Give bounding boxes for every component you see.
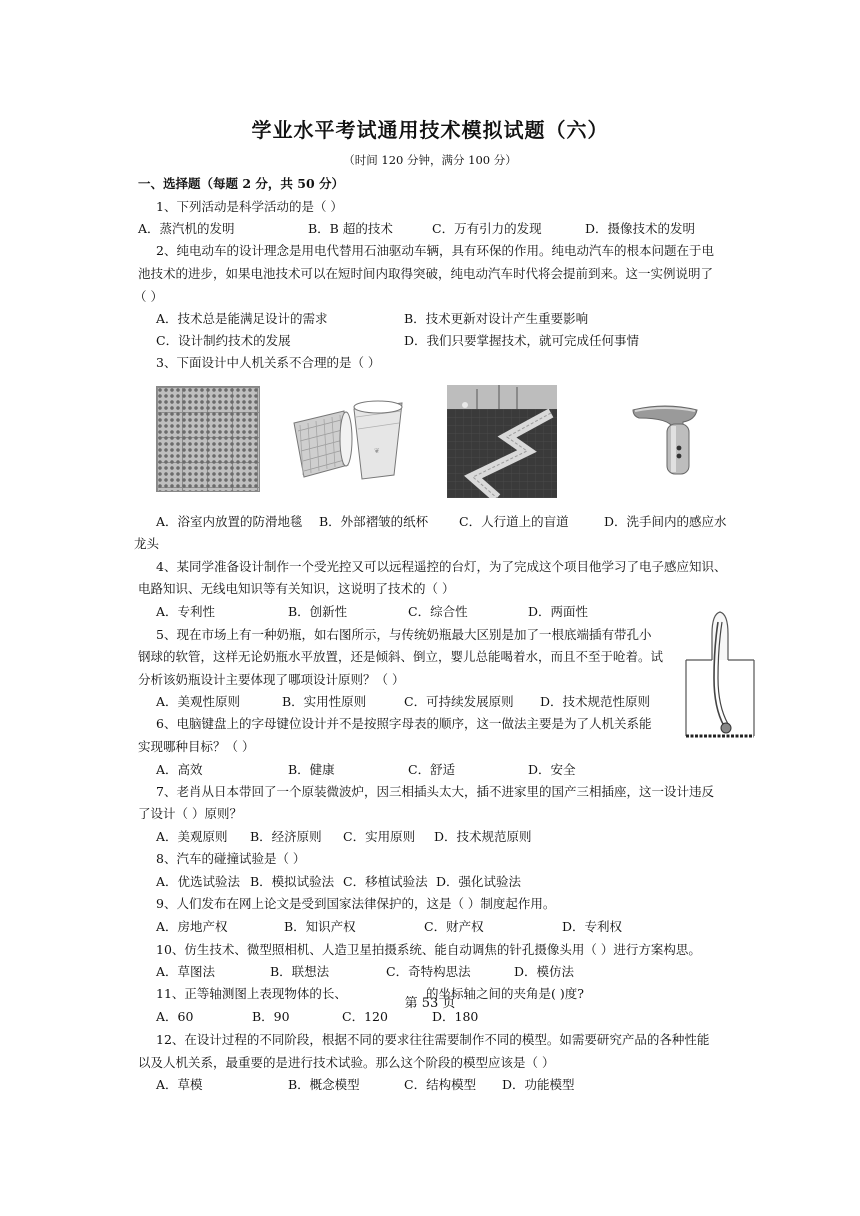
q4-option-d: D．两面性: [528, 604, 589, 619]
svg-text:❦: ❦: [374, 448, 380, 455]
q5-option-c: C．可持续发展原则: [404, 694, 514, 709]
q7-option-a: A．美观原则: [156, 829, 228, 844]
question-11-stem-start: 11、正等轴测图上表现物体的长、: [156, 986, 347, 1001]
question-4-line-1: 4、某同学准备设计制作一个受光控又可以远程遥控的台灯，为了完成这个项目他学习了电子感应知识、: [156, 559, 727, 574]
q12-option-b: B．概念模型: [288, 1077, 360, 1092]
q1-option-a: A．蒸汽机的发明: [138, 221, 235, 236]
question-12-line-2: 以及人机关系，最重要的是进行技术试验。那么这个阶段的模型应该是（ ）: [138, 1055, 555, 1070]
paper-cup-right: [354, 401, 402, 479]
page-subtitle: （时间 120 分钟，满分 100 分）: [343, 153, 517, 167]
question-5-line-1: 5、现在市场上有一种奶瓶，如右图所示，与传统奶瓶最大区别是加了一根底端插有带孔小: [156, 627, 652, 642]
q2-option-c: C．设计制约技术的发展: [156, 333, 291, 348]
question-7-line-2: 了设计（ ）原则？: [138, 806, 242, 821]
paper-cup-left: [294, 411, 352, 477]
q8-option-b: B．模拟试验法: [250, 874, 335, 889]
question-4-line-2: 电路知识、无线电知识等有关知识，这说明了技术的（ ）: [138, 581, 455, 596]
q12-option-d: D．功能模型: [502, 1077, 575, 1092]
q10-option-c: C．奇特构思法: [386, 964, 471, 979]
tactile-paving-image: [447, 385, 557, 498]
page-title: 学业水平考试通用技术模拟试题（六）: [251, 118, 609, 142]
q3-option-c: C．人行道上的盲道: [459, 514, 569, 529]
q6-option-c: C．舒适: [408, 762, 456, 777]
q9-option-d: D．专利权: [562, 919, 623, 934]
q11-option-a: A．60: [156, 1009, 194, 1024]
q3-option-b: B．外部褶皱的纸杯: [319, 514, 429, 529]
question-11-stem-end: 的坐标轴之间的夹角是( )度?: [426, 986, 584, 1001]
page-number: 第 53 页: [404, 996, 456, 1011]
q4-option-c: C．综合性: [408, 604, 468, 619]
q11-option-c: C．120: [342, 1009, 388, 1024]
question-6-line-1: 6、电脑键盘上的字母键位设计并不是按照字母表的顺序，这一做法主要是为了人机关系能: [156, 716, 652, 731]
question-5-line-3: 分析该奶瓶设计主要体现了哪项设计原则？（ ）: [138, 672, 405, 687]
q1-option-c: C．万有引力的发现: [432, 221, 542, 236]
q5-option-b: B．实用性原则: [282, 694, 367, 709]
q9-option-c: C．财产权: [424, 919, 484, 934]
question-9-stem: 9、人们发布在网上论文是受到国家法律保护的，这是（ ）制度起作用。: [156, 896, 556, 911]
q3-option-d-wrap: 龙头: [134, 536, 160, 551]
q1-option-b: B．B 超的技术: [308, 221, 393, 236]
q2-option-a: A．技术总是能满足设计的需求: [156, 311, 328, 326]
question-8-stem: 8、汽车的碰撞试验是（ ）: [156, 851, 306, 866]
q12-option-c: C．结构模型: [404, 1077, 477, 1092]
question-10-stem: 10、仿生技术、微型照相机、人造卫星拍摄系统、能自动调焦的针孔摄像头用（ ）进行方案构思。: [156, 942, 701, 957]
q6-option-d: D．安全: [528, 762, 576, 777]
q10-option-d: D．模仿法: [514, 964, 575, 979]
question-7-line-1: 7、老肖从日本带回了一个原装微波炉，因三相插头太大，插不进家里的国产三相插座，这一设计违反: [156, 784, 714, 799]
question-2-line-3: （ ）: [134, 289, 163, 304]
q3-option-d: D．洗手间内的感应水: [604, 514, 727, 529]
q9-option-a: A．房地产权: [156, 919, 228, 934]
q6-option-b: B．健康: [288, 762, 335, 777]
q10-option-b: B．联想法: [270, 964, 330, 979]
q2-option-b: B．技术更新对设计产生重要影响: [404, 311, 589, 326]
q8-option-c: C．移植试验法: [343, 874, 428, 889]
question-6-line-2: 实现哪种目标？（ ）: [138, 739, 255, 754]
q8-option-d: D．强化试验法: [436, 874, 522, 889]
q6-option-a: A．高效: [156, 762, 203, 777]
q1-option-d: D．摄像技术的发明: [585, 221, 696, 236]
q12-option-a: A．草模: [156, 1077, 203, 1092]
q4-option-b: B．创新性: [288, 604, 348, 619]
q10-option-a: A．草图法: [156, 964, 216, 979]
q11-option-d: D．180: [432, 1009, 479, 1024]
question-3-stem: 3、下面设计中人机关系不合理的是（ ）: [156, 355, 381, 370]
q7-option-c: C．实用原则: [343, 829, 416, 844]
question-5-line-2: 钢球的软管，这样无论奶瓶水平放置，还是倾斜、倒立，婴儿总能喝着水，而且不至于呛着。试: [138, 649, 664, 664]
q7-option-d: D．技术规范原则: [434, 829, 532, 844]
q9-option-b: B．知识产权: [284, 919, 356, 934]
section-heading: 一、选择题（每题 2 分，共 50 分）: [138, 176, 345, 191]
q8-option-a: A．优选试验法: [156, 874, 241, 889]
baby-bottle-image: [684, 608, 756, 738]
question-12-line-1: 12、在设计过程的不同阶段，根据不同的要求往往需要制作不同的模型。如需要研究产品的各种性能: [156, 1032, 710, 1047]
sensor-faucet-image: [625, 398, 707, 480]
anti-slip-mat-image: [156, 386, 260, 492]
q7-option-b: B．经济原则: [250, 829, 322, 844]
q11-option-b: B．90: [252, 1009, 290, 1024]
q3-option-a: A．浴室内放置的防滑地毯: [156, 514, 303, 529]
paper-cups-image: [290, 395, 410, 485]
q2-option-d: D．我们只要掌握技术，就可完成任何事情: [404, 333, 640, 348]
question-1-stem: 1、下列活动是科学活动的是（ ）: [156, 199, 343, 214]
q4-option-a: A．专利性: [156, 604, 216, 619]
question-2-line-2: 池技术的进步，如果电池技术可以在短时间内取得突破，纯电动汽车时代将会提前到来。这一实例说明了: [138, 266, 714, 281]
question-2-line-1: 2、纯电动车的设计理念是用电代替用石油驱动车辆，具有环保的作用。纯电动汽车的根本问题在于电: [156, 243, 714, 258]
q5-option-a: A．美观性原则: [156, 694, 241, 709]
q5-option-d: D．技术规范性原则: [540, 694, 651, 709]
